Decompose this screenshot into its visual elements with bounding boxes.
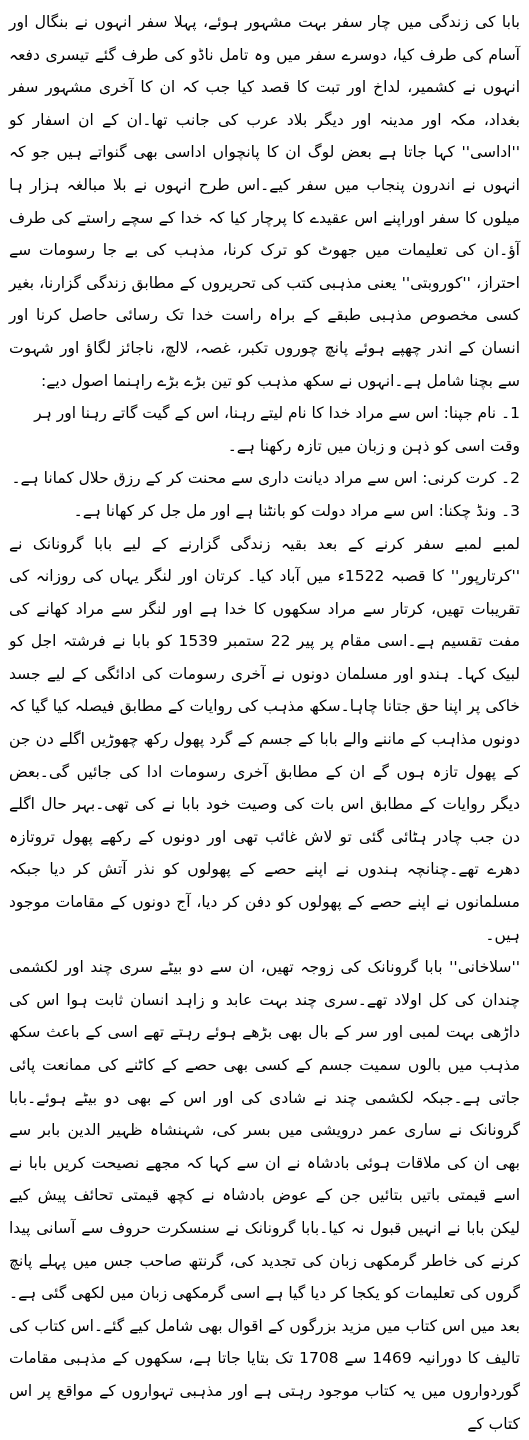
principle-vand-chakna: 3۔ ونڈ چکنا: اس سے مراد دولت کو بانٹنا ہے اور مل جل کر کھانا ہے۔ [73, 501, 520, 520]
principle-naam-japna: 1۔ نام جپنا: اس سے مراد خدا کا نام لیتے رہنا، اس کے گیت گاتے رہنا اور ہر وقت اسی کو ذہن و زبان میں تازہ رکھنا ہے۔ [34, 404, 520, 455]
paragraph-travels: بابا کی زندگی میں چار سفر بہت مشہور ہوئے، پہلا سفر انہوں نے بنگال اور آسام کی طرف کیا، دوسرے سفر میں وہ تامل ناڈو کی طرف گئے تیسری دفعہ انہوں نے کشمیر، لداخ اور تبت کا قصد کیا جب کہ ان کا آخری مشہور سفر بغداد، مکہ اور مدینہ اور دیگر بلاد عرب کی جانب تھا۔ان کے ان اسفار کو ''اداسی'' کہا جاتا ہے بعض لوگ ان کا پانچواں اداسی بھی گنواتے ہیں جو کہ انہوں نے اندرون پنجاب میں سفر کیے۔اس طرح انہوں نے بلا مبالغہ ہزار ہا میلوں کا سفر اوراپنے اس عقیدے کا پرچار کیا کہ خدا کے سچے راستے کی طرف آؤ۔ان کی تعلیمات میں جھوٹ کو ترک کرنا، مذہب کی بے جا رسومات سے احتراز، ''کوروبتی'' یعنی مذہبی کتب کی تحریروں کے مطابق زندگی گزارنا، بغیر کسی مخصوص مذہبی طبقے کے براہ راست خدا تک رسائی حاصل کرنا اور انسان کے اندر چھپے ہوئے پانچ چوروں تکبر، غصہ، لالچ، ناجائز لگاؤ اور شہوت سے بچنا شامل ہے۔انہوں نے سکھ مذہب کو تین بڑے بڑے راہنما اصول دیے: [9, 13, 520, 390]
paragraph-family-and-gurmukhi: ''سلاخانی'' بابا گرونانک کی زوجہ تھیں، ان سے دو بیٹے سری چند اور لکشمی چندان کی کل اولاد تھے۔سری چند بہت عابد و زاہد انسان ثابت ہوا اس کی داڑھی بہت لمبی اور سر کے بال بھی بڑھے ہوئے رہتے تھے اسی کے باعث سکھ مذہب میں بالوں سمیت جسم کے کسی بھی حصے کے کاٹنے کی ممانعت پائی جاتی ہے۔جبکہ لکشمی چند نے شادی کی اور اس کے بھی دو بیٹے ہوئے۔بابا گرونانک نے ساری عمر درویشی میں بسر کی، شہنشاہ ظہیر الدین بابر سے بھی ان کی ملاقات ہوئی بادشاہ نے ان سے کہا کہ مجھے نصیحت کریں بابا نے اسے قیمتی باتیں بتائیں جن کے عوض بادشاہ نے کچھ قیمتی تحائف پیش کیے لیکن بابا نے انہیں قبول نہ کیا۔بابا گرونانک نے سنسکرت حروف سے آسانی پیدا کرنے کی خاطر گرمکھی زبان کی تجدید کی، گرنتھ صاحب جس میں پہلے پانچ گروں کی تعلیمات کو یکجا کر دیا گیا ہے اسی گرمکھی زبان میں لکھی گئی ہے۔بعد میں اس کتاب میں مزید بزرگوں کے اقوال بھی شامل کیے گئے۔اس کتاب کی تالیف کا دورانیہ 1469 سے 1708 تک بتایا جاتا ہے، سکھوں کے مذہبی مقامات گوردواروں میں یہ کتاب موجود رہتی ہے اور مذہبی تہواروں کے مواقع پر اس کتاب کے [9, 958, 520, 1433]
principle-kirat-karni: 2۔ کرت کرنی: اس سے مراد دیانت داری سے محنت کر کے رزق حلال کمانا ہے۔ [11, 469, 520, 488]
paragraph-kartarpur: لمبے لمبے سفر کرنے کے بعد بقیہ زندگی گزارنے کے لیے بابا گرونانک نے ''کرتارپور'' کا قصبہ 1522ء میں آباد کیا۔ کرتان اور لنگر یہاں کی روزانہ کی تقریبات تھیں، کرتار سے مراد سکھوں کا خدا ہے اور لنگر سے مراد کھانے کی مفت تقسیم ہے۔اسی مقام پر پیر 22 ستمبر 1539 کو بابا نے فرشتہ اجل کو لبیک کہا۔ ہندو اور مسلمان دونوں نے آخری رسومات کی ادائگی کے لیے جسد خاکی پر اپنا حق جتانا چاہا۔سکھ مذہب کی روایات کے مطابق فیصلہ کیا گیا کہ دونوں مذاہب کے ماننے والے بابا کے جسم کے گرد پھول رکھ چھوڑیں اگلے دن جن کے پھول تازہ ہوں گے ان کے مطابق آخری رسومات ادا کی جائیں گی۔بعض دیگر روایات کے مطابق اس بات کی وصیت خود بابا نے کی تھی۔بہر حال اگلے دن جب چادر ہٹائی گئی تو لاش غائب تھی اور دونوں کے رکھے پھول تروتازہ دھرے تھے۔چنانچہ ہندوں نے اپنے حصے کے پھولوں کو نذر آتش کر دیا جبکہ مسلمانوں نے اپنے حصے کے پھولوں کو دفن کر دیا، آج دونوں کے مقامات موجود ہیں۔ [9, 534, 520, 944]
